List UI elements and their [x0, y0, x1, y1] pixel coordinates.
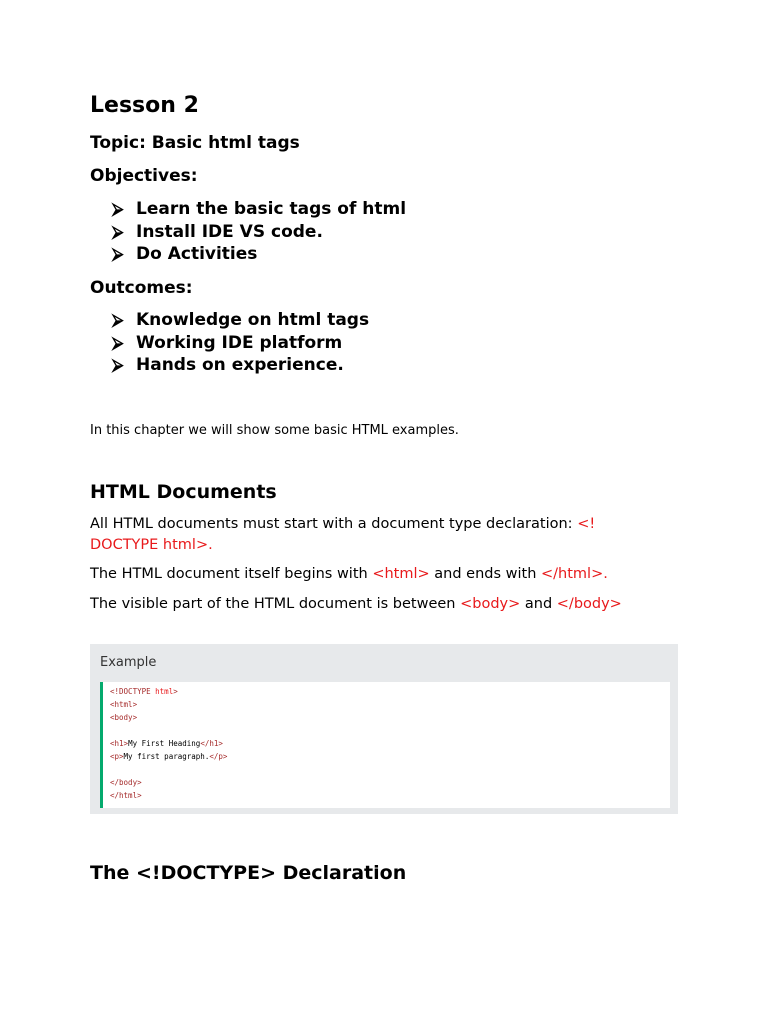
objective-text: Install IDE VS code.	[136, 221, 323, 242]
code-tag: <html>	[110, 700, 138, 709]
doctype-declaration-heading: The <!DOCTYPE> Declaration	[90, 862, 407, 884]
inline-code: <html>	[372, 566, 430, 582]
outcome-text: Hands on experience.	[136, 355, 344, 375]
inline-code: <body>	[460, 596, 521, 612]
list-item	[112, 332, 369, 355]
inline-code: <!	[577, 516, 596, 532]
html-documents-heading: HTML Documents	[90, 481, 277, 503]
inline-code: </body>	[556, 596, 622, 612]
code-tag: </html>	[110, 791, 142, 800]
code-attr: html	[150, 687, 174, 696]
example-label: Example	[100, 655, 157, 670]
paragraph-text: The HTML document itself begins with	[90, 566, 373, 582]
arrow-bullet-icon: ⮚	[112, 310, 124, 329]
example-box	[90, 644, 678, 814]
paragraph-text: All HTML documents must start with a document type declaration:	[90, 516, 578, 532]
outcomes-label: Outcomes:	[90, 278, 193, 298]
paragraph-text: The visible part of the HTML document is between	[90, 596, 461, 612]
topic-line: Topic: Basic html tags	[90, 133, 300, 153]
code-line	[110, 737, 670, 750]
code-tag: <!DOCTYPE	[110, 687, 151, 696]
code-line	[110, 685, 670, 698]
list-item	[112, 354, 369, 377]
inline-code: </html>.	[541, 566, 608, 582]
outcome-text: Working IDE platform	[136, 332, 343, 353]
code-line	[110, 789, 670, 802]
outcome-text: Knowledge on html tags	[136, 310, 370, 330]
arrow-bullet-icon: ⮚	[112, 244, 124, 263]
body-tag-paragraph	[90, 594, 650, 615]
list-item	[112, 221, 406, 244]
arrow-bullet-icon: ⮚	[112, 221, 124, 241]
objective-text: Do Activities	[136, 244, 258, 264]
code-tag: <p>	[110, 752, 124, 761]
list-item	[112, 198, 406, 221]
objectives-label: Objectives:	[90, 166, 198, 186]
lesson-title: Lesson 2	[90, 93, 199, 118]
code-line	[110, 763, 670, 776]
objectives-list	[112, 198, 406, 266]
code-block	[100, 682, 670, 808]
paragraph-text: and	[520, 596, 557, 612]
inline-code: DOCTYPE html>.	[90, 537, 213, 553]
arrow-bullet-icon: ⮚	[112, 332, 124, 352]
code-tag: </p>	[209, 752, 228, 761]
code-text: My First Heading	[128, 739, 201, 748]
list-item	[112, 243, 406, 266]
intro-paragraph: In this chapter we will show some basic HTML examples.	[90, 423, 459, 438]
objective-text: Learn the basic tags of html	[136, 199, 407, 219]
list-item	[112, 309, 369, 332]
code-tag: <h1>	[110, 739, 129, 748]
code-line	[110, 776, 670, 789]
code-line	[110, 724, 670, 737]
paragraph-text: and ends with	[429, 566, 542, 582]
code-text: My first paragraph.	[123, 752, 210, 761]
code-tag: </h1>	[200, 739, 223, 748]
code-tag: <body>	[110, 713, 138, 722]
code-line	[110, 750, 670, 763]
outcomes-list	[112, 309, 369, 377]
code-line	[110, 698, 670, 711]
code-tag: >	[173, 687, 178, 696]
code-line	[110, 711, 670, 724]
arrow-bullet-icon: ⮚	[112, 199, 124, 218]
arrow-bullet-icon: ⮚	[112, 355, 124, 374]
doctype-paragraph	[90, 514, 650, 556]
html-tag-paragraph	[90, 564, 650, 585]
code-tag: </body>	[110, 778, 142, 787]
